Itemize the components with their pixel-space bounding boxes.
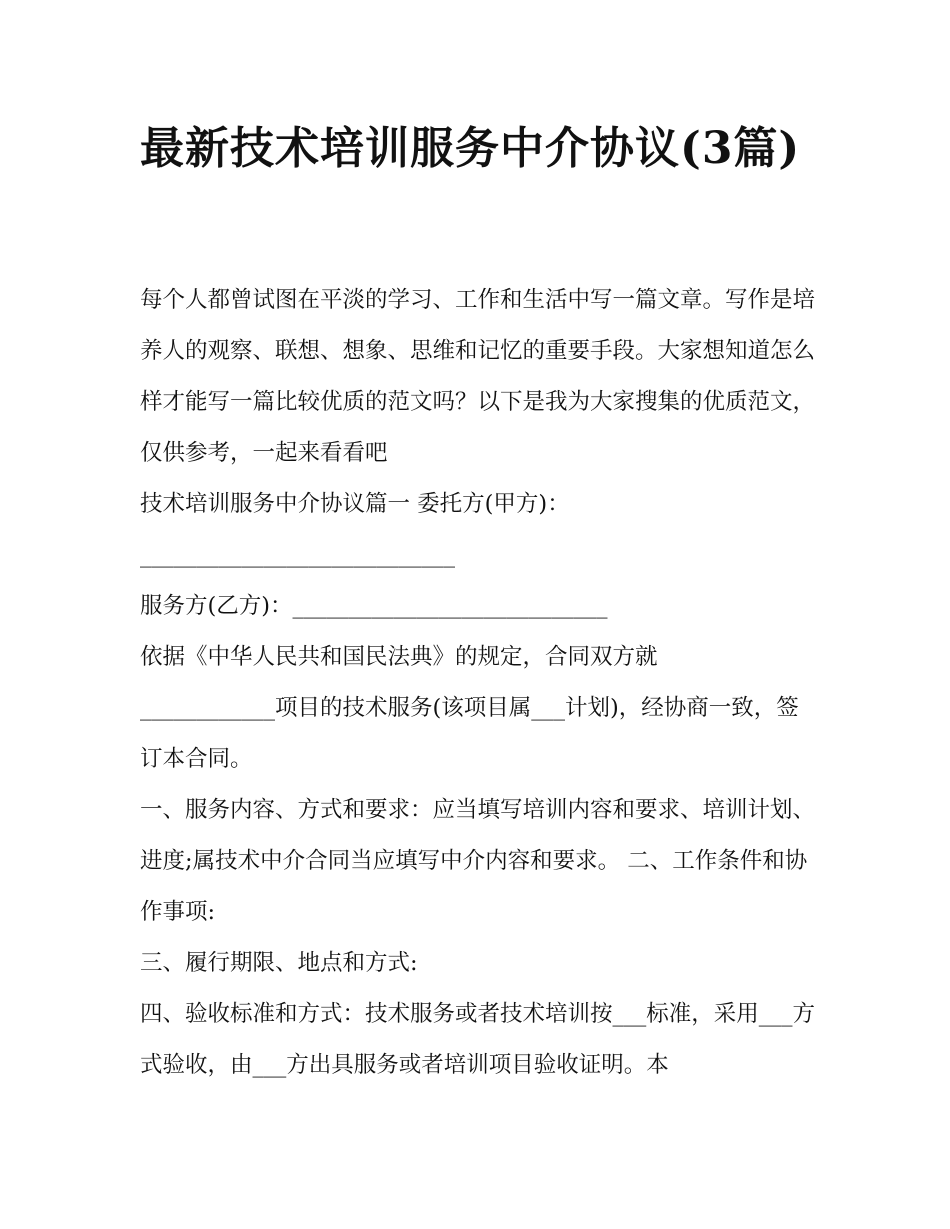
client-blank-line: ____________________________	[140, 542, 455, 568]
clause-service-content: 一、服务内容、方式和要求：应当填写培训内容和要求、培训计划、进度;属技术中介合同当应填写中介内容和要求。 二、工作条件和协作事项:	[140, 797, 816, 925]
clause-performance-term: 三、履行期限、地点和方式:	[140, 950, 418, 976]
document-body	[140, 275, 820, 1091]
intro-paragraph: 每个人都曾试图在平淡的学习、工作和生活中写一篇文章。写作是培养人的观察、联想、想象、思维和记忆的重要手段。大家想知道怎么样才能写一篇比较优质的范文吗？以下是我为大家搜集的优质范文，仅供参考，一起来看看吧	[140, 287, 816, 466]
legal-basis-paragraph: 依据《中华人民共和国民法典》的规定，合同双方就	[140, 644, 658, 670]
clause-acceptance-standard: 四、验收标准和方式：技术服务或者技术培训按___标准，采用___方式验收，由___方出具服务或者培训项目验收证明。本	[140, 1001, 816, 1078]
document-title: 最新技术培训服务中介协议(3篇)	[140, 123, 801, 174]
project-paragraph: ____________项目的技术服务(该项目属___计划)，经协商一致，签订本合同。	[140, 695, 799, 772]
agreement-heading-client: 技术培训服务中介协议篇一 委托方(甲方)：	[140, 491, 570, 517]
service-provider-line: 服务方(乙方)：____________________________	[140, 593, 608, 619]
